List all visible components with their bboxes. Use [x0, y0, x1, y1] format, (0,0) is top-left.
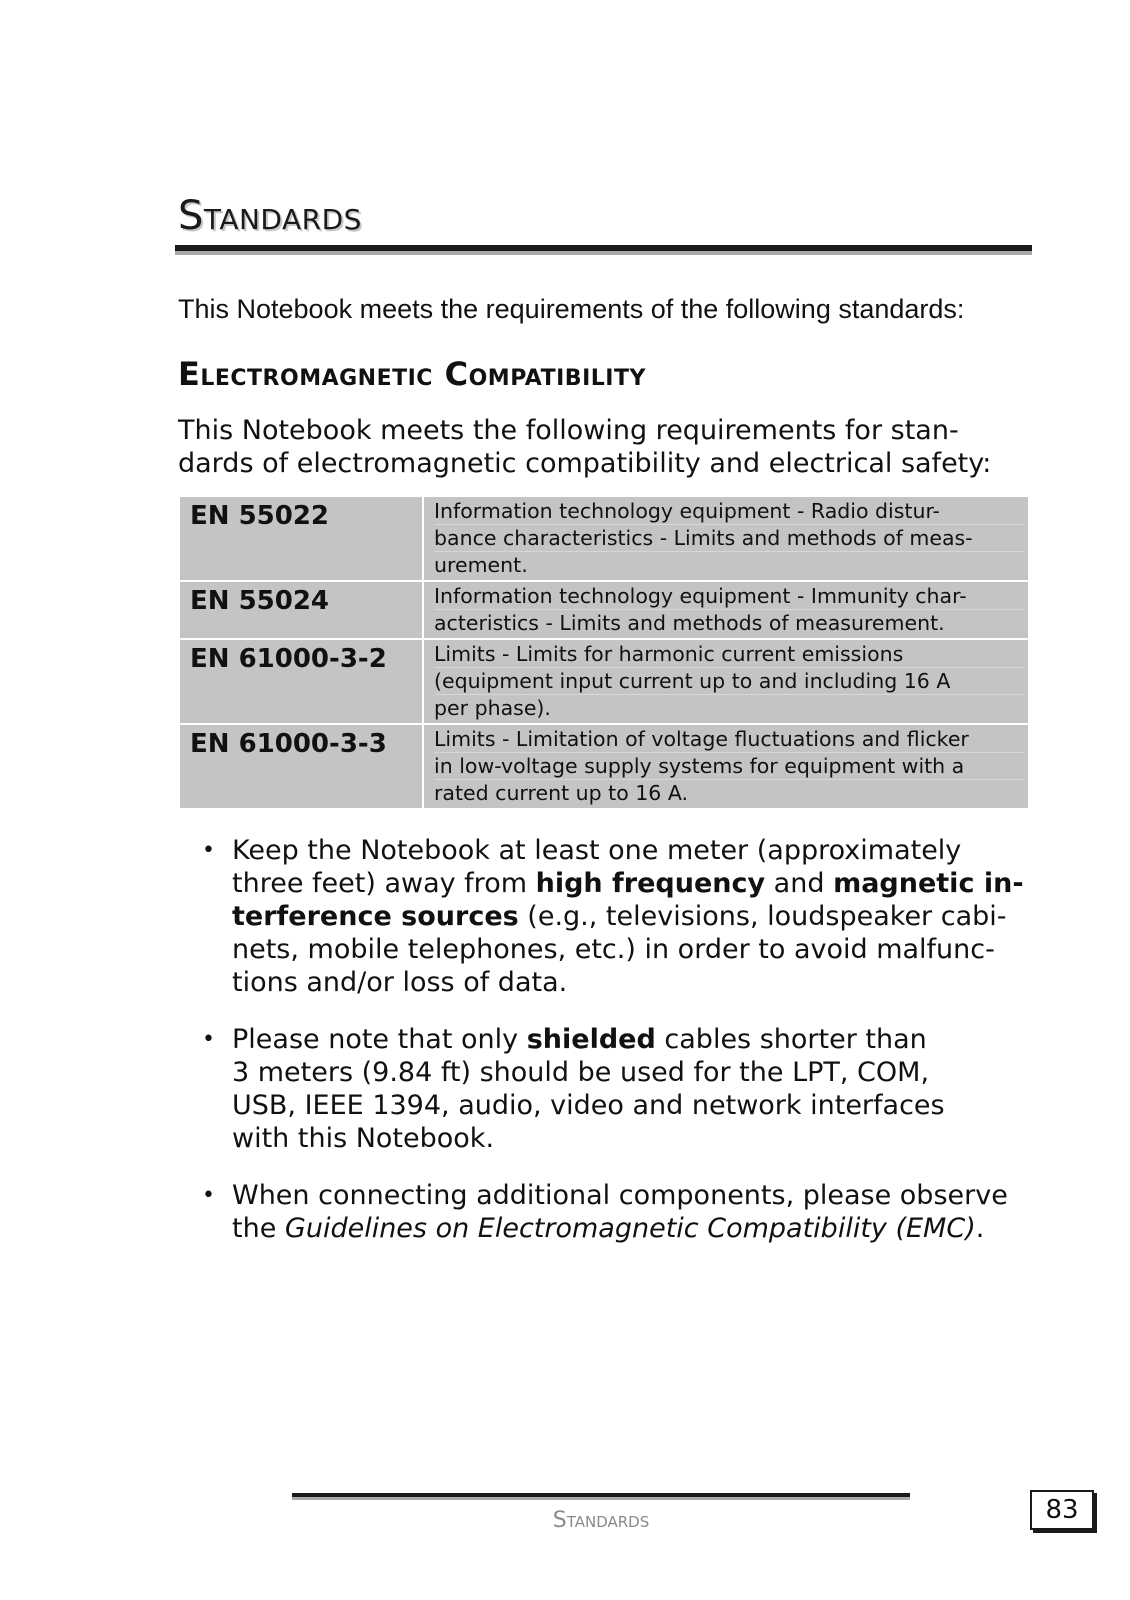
standards-table-body	[179, 496, 1029, 809]
footer-rule	[292, 1493, 910, 1500]
bullet-line: Please note that only shielded cables shorter than	[232, 1024, 927, 1055]
standard-description-line: Information technology equipment - Radio distur-	[434, 498, 1024, 525]
bullet-line: When connecting additional components, please observe	[232, 1180, 1008, 1211]
section-lead-line: dards of electromagnetic compatibility and electrical safety:	[178, 448, 992, 479]
bullet-line: the Guidelines on Electromagnetic Compatibility (EMC).	[232, 1213, 985, 1244]
standard-code: EN 55024	[179, 581, 423, 639]
bullet-item	[178, 1179, 1028, 1245]
standards-table-row	[179, 639, 1029, 724]
emphasis-bold: terference sources	[232, 901, 519, 932]
standard-description-line: urement.	[434, 553, 528, 577]
standards-table-row	[179, 581, 1029, 639]
standard-description-line: Limits - Limits for harmonic current emissions	[434, 641, 1024, 668]
section-lead-paragraph	[178, 414, 1008, 480]
bullet-dot-icon: •	[202, 838, 215, 863]
page-number: 83	[1030, 1490, 1094, 1530]
standard-description-line: acteristics - Limits and methods of measurement.	[434, 611, 945, 635]
standard-description-line: rated current up to 16 A.	[434, 781, 689, 805]
section-title-part1-rest: lectromagnetic	[200, 355, 433, 393]
page-title-initial: S	[178, 193, 204, 239]
standard-description-line: bance characteristics - Limits and methods of meas-	[434, 525, 1024, 552]
title-underline-rule	[175, 245, 1032, 255]
standard-description-line: in low-voltage supply systems for equipment with a	[434, 753, 1024, 780]
section-title-part2-initial: C	[444, 355, 469, 393]
section-title-part2-rest: ompatibility	[468, 355, 646, 393]
standard-code: EN 61000-3-2	[179, 639, 423, 724]
bullet-line: terference sources (e.g., televisions, loudspeaker cabi-	[232, 901, 1007, 932]
requirements-bullet-list	[178, 834, 1028, 1269]
emphasis-bold: high frequency	[535, 868, 766, 899]
page-title-rest: tandards	[203, 193, 362, 239]
bullet-item	[178, 1023, 1028, 1155]
footer-section-title	[292, 1508, 910, 1534]
bullet-line: Keep the Notebook at least one meter (approximately	[232, 835, 962, 866]
standard-description	[423, 581, 1029, 639]
bullet-dot-icon: •	[202, 1027, 215, 1052]
standard-description-line: (equipment input current up to and including 16 A	[434, 668, 1024, 695]
standard-code: EN 61000-3-3	[179, 724, 423, 809]
footer-title-initial: S	[552, 1508, 567, 1533]
page-title	[178, 193, 362, 239]
standard-description	[423, 496, 1029, 581]
bullet-dot-icon: •	[202, 1183, 215, 1208]
emphasis-bold: shielded	[526, 1024, 656, 1055]
bullet-line: with this Notebook.	[232, 1123, 495, 1154]
section-title-part1-initial: E	[178, 355, 201, 393]
intro-paragraph: This Notebook meets the requirements of the following standards:	[178, 294, 965, 324]
standard-code: EN 55022	[179, 496, 423, 581]
bullet-line: three feet) away from high frequency and magnetic in-	[232, 868, 1024, 899]
guideline-reference: Guidelines on Electromagnetic Compatibility (EMC)	[284, 1213, 976, 1244]
section-title-emc	[178, 355, 646, 393]
standard-description-line: Limits - Limitation of voltage fluctuations and flicker	[434, 726, 1024, 753]
bullet-line: USB, IEEE 1394, audio, video and network interfaces	[232, 1090, 945, 1121]
standards-table-row	[179, 724, 1029, 809]
standard-description-line: per phase).	[434, 696, 551, 720]
emphasis-bold: magnetic in-	[833, 868, 1024, 899]
standard-description-line: Information technology equipment - Immunity char-	[434, 583, 1024, 610]
standard-description	[423, 639, 1029, 724]
bullet-line: 3 meters (9.84 ft) should be used for the LPT, COM,	[232, 1057, 930, 1088]
bullet-item	[178, 834, 1028, 999]
bullet-line: nets, mobile telephones, etc.) in order to avoid malfunc-	[232, 934, 995, 965]
footer-title-rest: tandards	[566, 1508, 650, 1533]
section-lead-line: This Notebook meets the following requirements for stan-	[178, 415, 959, 446]
bullet-line: tions and/or loss of data.	[232, 967, 568, 998]
standards-table	[178, 495, 1030, 810]
standards-table-row	[179, 496, 1029, 581]
standard-description	[423, 724, 1029, 809]
